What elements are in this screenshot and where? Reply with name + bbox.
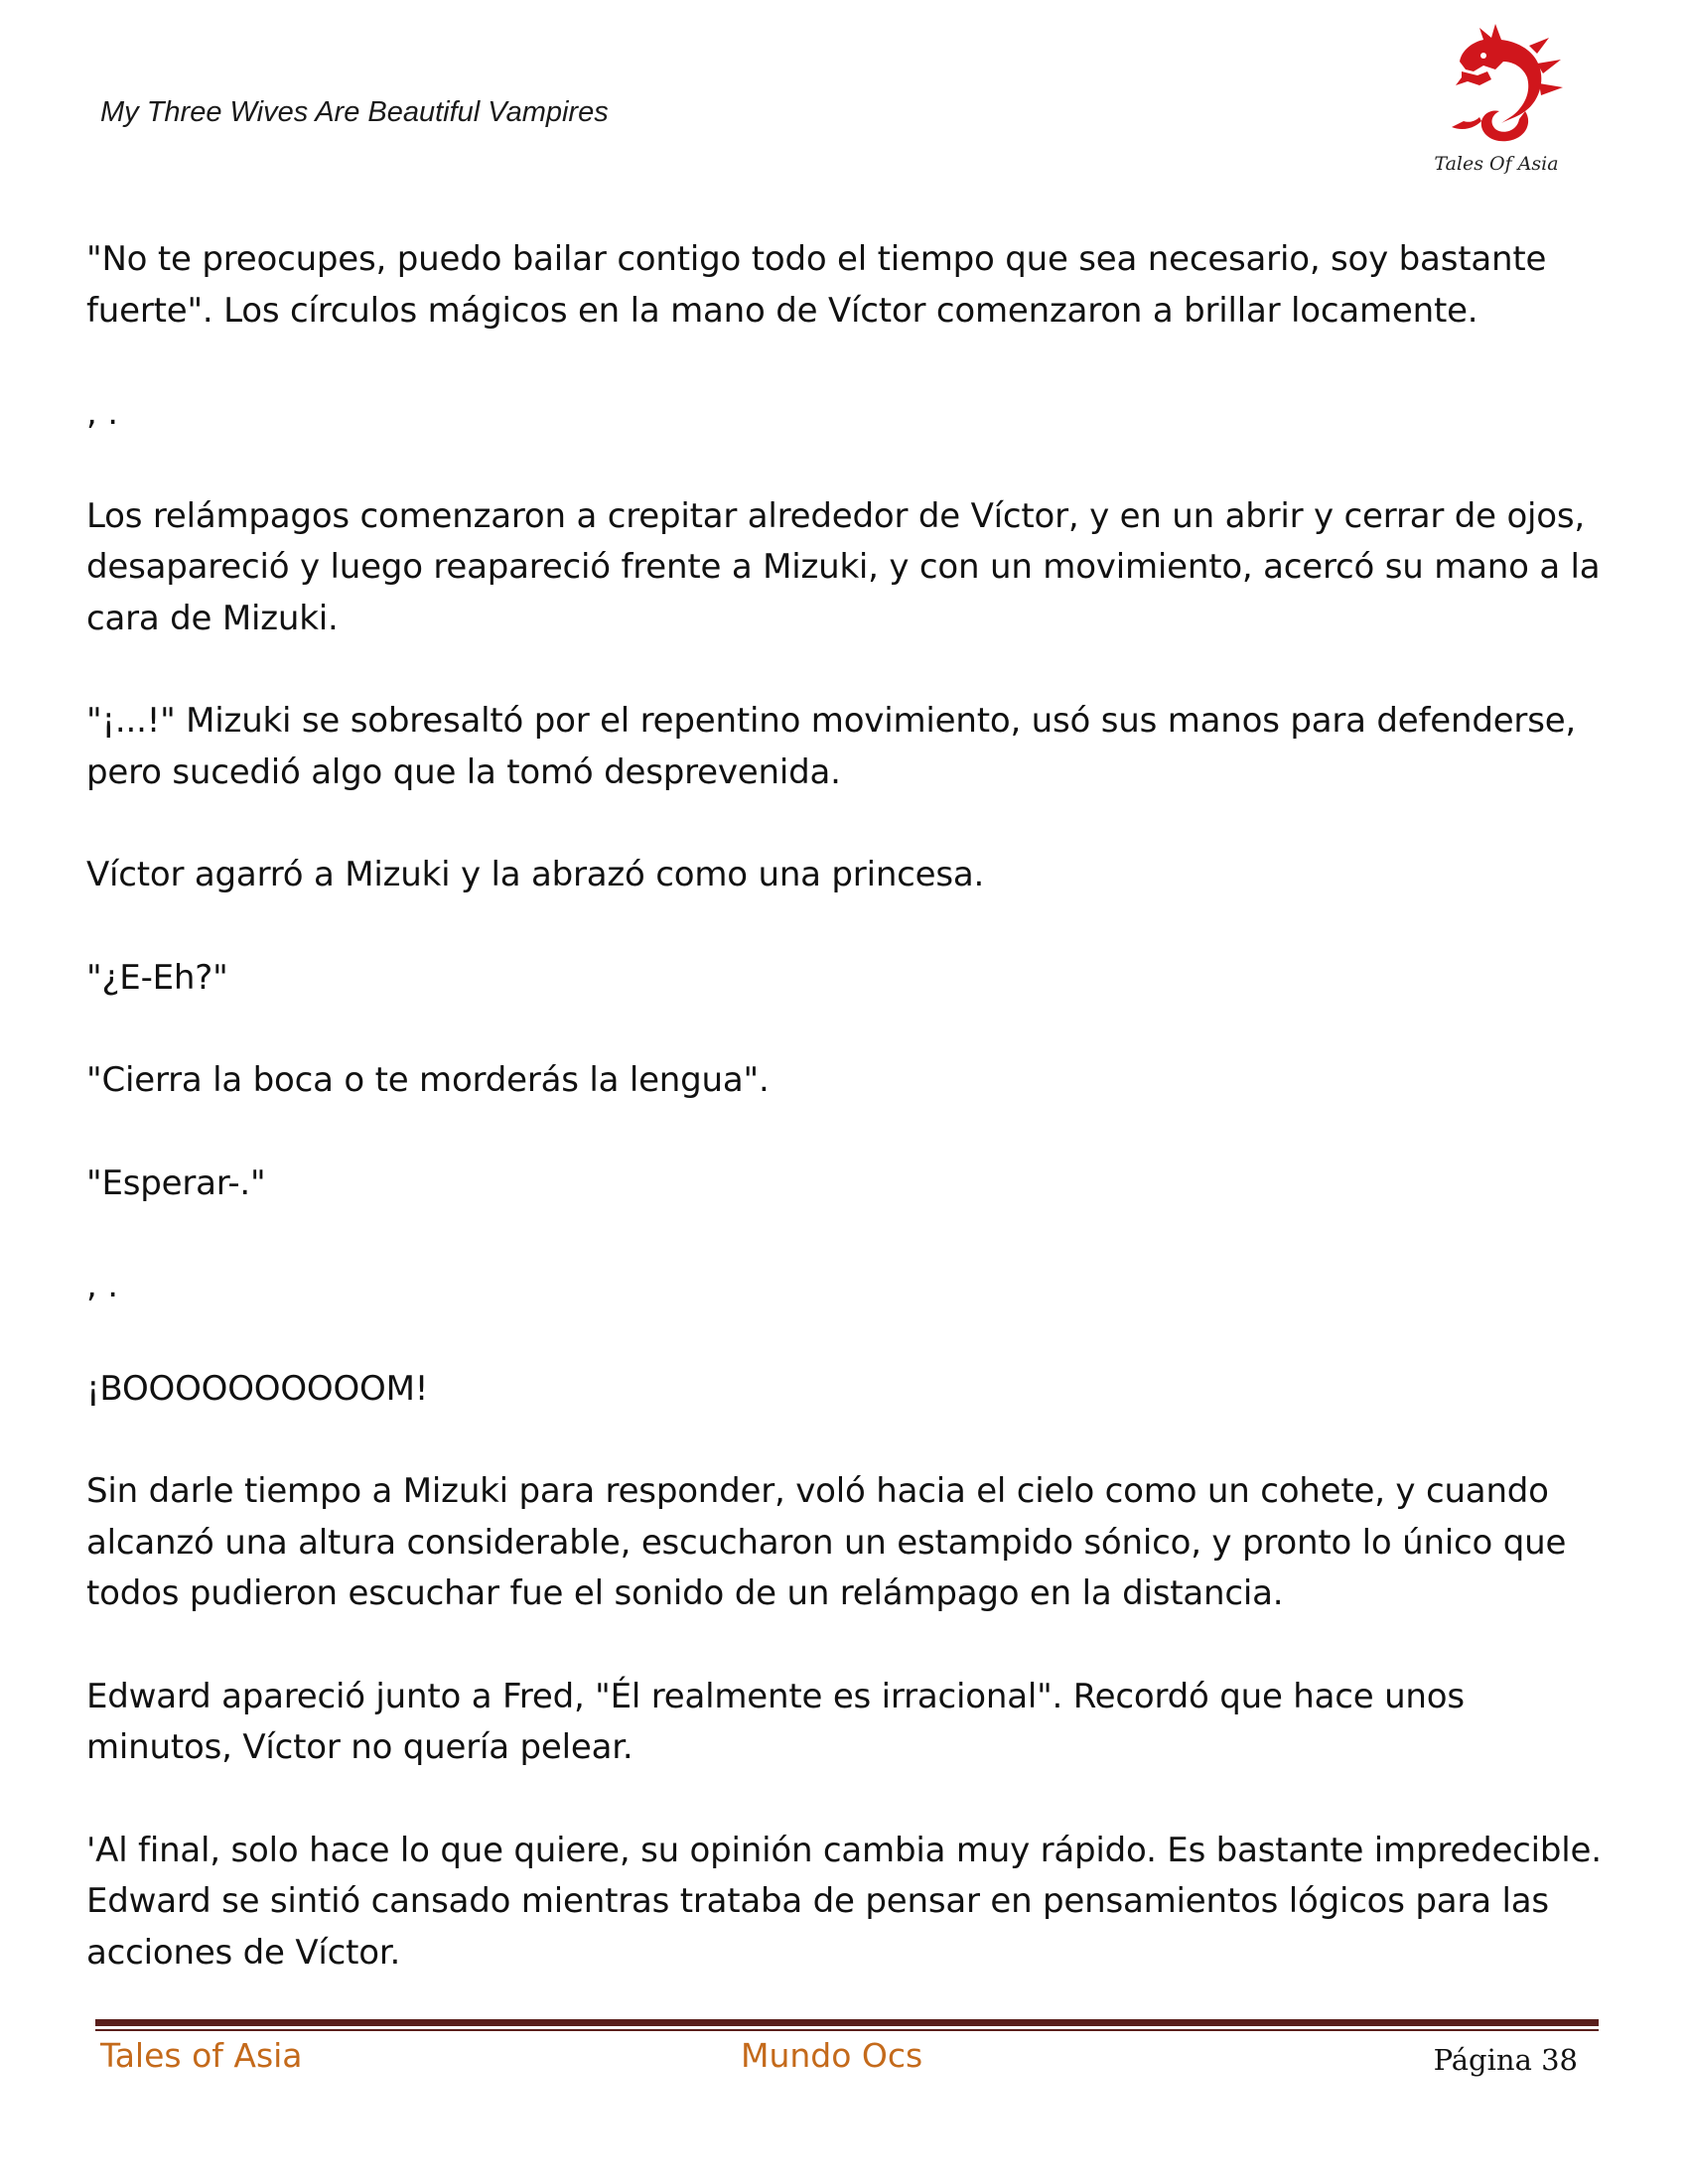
paragraph: Edward apareció junto a Fred, "Él realmente es irracional". Recordó que hace unos minutos, Víctor no quería pelear. (86, 1676, 1465, 1767)
paragraph: ¡BOOOOOOOOOOM! (86, 1368, 429, 1409)
paragraph: "No te preocupes, puedo bailar contigo todo el tiempo que sea necesario, soy bastante fuerte". Los círculos mágicos en la mano de Víctor comenzaron a brillar locamente. (86, 239, 1547, 331)
paragraph: Víctor agarró a Mizuki y la abrazó como una princesa. (86, 855, 985, 894)
footer-rule-thin (95, 2029, 1599, 2031)
logo-text: Tales Of Asia (1434, 153, 1559, 175)
book-title: My Three Wives Are Beautiful Vampires (100, 96, 609, 128)
paragraph: Los relámpagos comenzaron a crepitar alrededor de Víctor, y en un abrir y cerrar de ojos, desapareció y luego reapareció frente a Mizuki, y con un movimiento, acercó su mano a la cara de Mizuki. (86, 495, 1601, 638)
paragraph: "¿E-Eh?" (86, 957, 228, 998)
paragraph: "¡...!" Mizuki se sobresaltó por el repentino movimiento, usó sus manos para defenderse, pero sucedió algo que la tomó desprevenida. (86, 701, 1577, 792)
paragraph: , . (86, 393, 118, 433)
page-number: Página 38 (1433, 2043, 1578, 2077)
paragraph: 'Al final, solo hace lo que quiere, su opinión cambia muy rápido. Es bastante impredecible. Edward se sintió cansado mientras trataba de pensar en pensamientos lógicos para las acciones de Víctor. (86, 1830, 1602, 1973)
page-header (0, 0, 1688, 189)
tales-of-asia-logo (1422, 20, 1571, 179)
paragraph: Sin darle tiempo a Mizuki para responder, voló hacia el cielo como un cohete, y cuando alcanzó una altura considerable, escucharon un estampido sónico, y pronto lo único que todos pudieron escuchar fue el sonido de un relámpago en la distancia. (86, 1471, 1567, 1613)
footer-site-name: Tales of Asia (100, 2036, 303, 2075)
page-body (86, 234, 1616, 2030)
paragraph: , . (86, 1266, 118, 1305)
paragraph: "Esperar-." (86, 1162, 266, 1203)
red-dragon-icon (1422, 20, 1571, 154)
footer-rule (95, 2019, 1599, 2026)
footer-section-name: Mundo Ocs (741, 2036, 923, 2075)
paragraph: "Cierra la boca o te morderás la lengua". (86, 1060, 770, 1100)
